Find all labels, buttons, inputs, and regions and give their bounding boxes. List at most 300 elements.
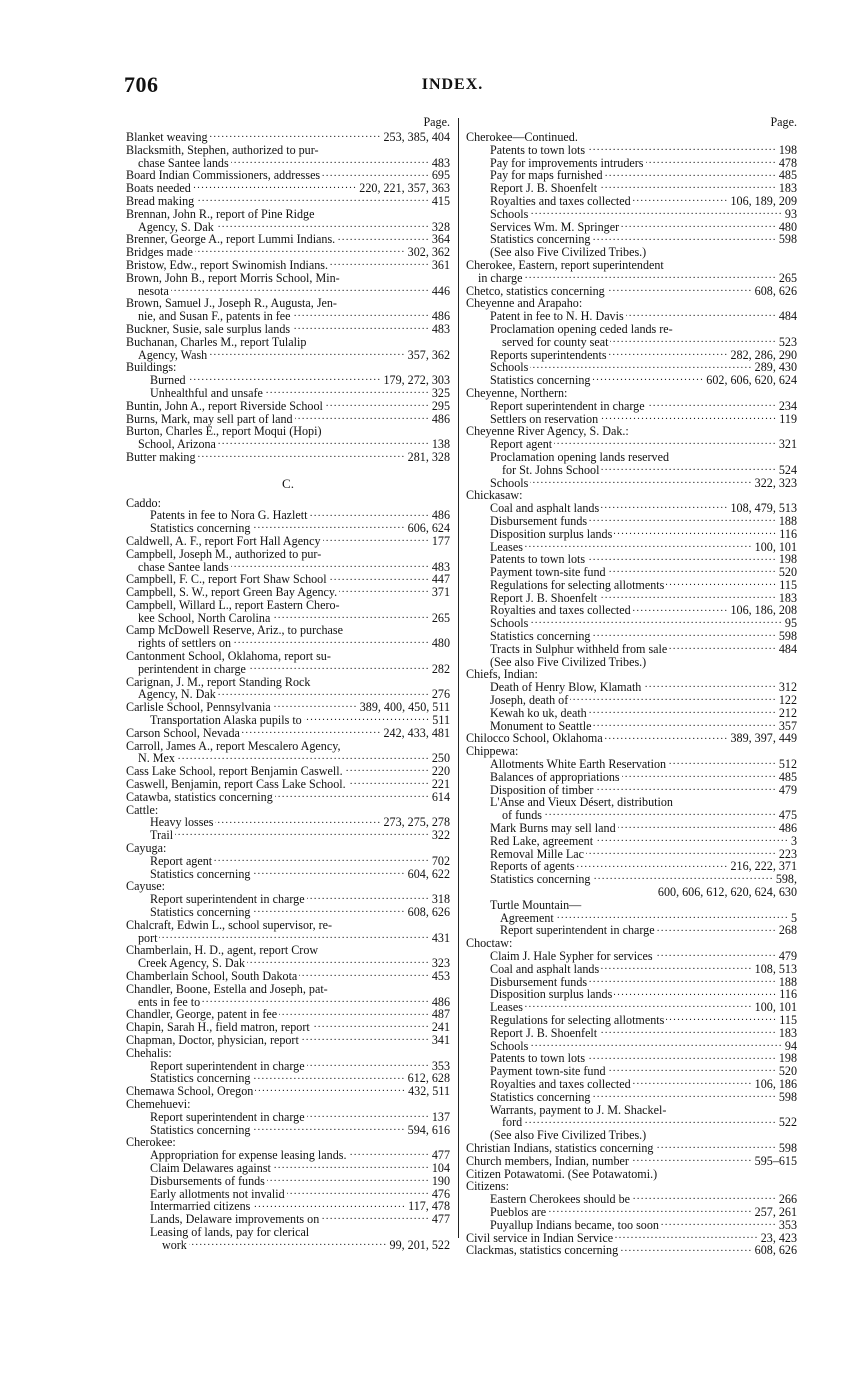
dot-leader [609, 349, 729, 359]
entry-text: Royalties and taxes collected [490, 193, 631, 208]
entry-text: Butter making [126, 449, 196, 464]
dot-leader [322, 169, 430, 179]
entry-text: Report J. B. Shoenfelt [490, 1025, 598, 1040]
entry-text: chase Santee lands [138, 559, 229, 574]
index-entry [466, 259, 797, 285]
dot-leader [530, 361, 752, 371]
index-entry [126, 714, 450, 727]
dot-leader [175, 829, 430, 839]
index-entry [126, 919, 450, 945]
index-entry [466, 566, 797, 579]
entry-text: Report superintendent in charge [150, 1109, 305, 1124]
dot-leader [325, 400, 430, 410]
dot-leader [209, 349, 405, 359]
entry-text: for St. Johns School [502, 462, 600, 477]
entry-text: Schools [490, 475, 529, 490]
page-references: 220, 221, 357, 363 [359, 181, 450, 196]
dot-leader [267, 1175, 430, 1185]
index-entry [466, 1155, 797, 1168]
index-column-right [466, 116, 797, 1257]
dot-leader [530, 617, 783, 627]
dot-leader [171, 285, 430, 295]
index-entry [126, 868, 450, 881]
index-entry [126, 944, 450, 970]
index-entry [126, 208, 450, 234]
entry-text: Pueblos are [490, 1204, 547, 1219]
dot-leader [556, 912, 789, 922]
page-references: 117, 478 [408, 1199, 450, 1214]
dot-leader [214, 855, 430, 865]
index-entry [466, 1142, 797, 1155]
entry-text: Burned [150, 373, 186, 388]
page-references: 341 [431, 1032, 450, 1047]
page-references: 108, 479, 513 [730, 501, 797, 516]
entry-text: Leases [490, 1000, 523, 1015]
entry-text: Patents to town lots [490, 142, 586, 157]
dot-leader [329, 573, 430, 583]
page-title: INDEX. [421, 76, 484, 93]
dot-leader [299, 970, 430, 980]
entry-text: Proclamation opening ceded lands re- [490, 321, 673, 336]
page-references: 183 [778, 590, 797, 605]
section-heading: C. [282, 475, 294, 491]
entry-text: Royalties and taxes collected [490, 1076, 631, 1091]
page-references: 476 [431, 1186, 450, 1201]
entry-text: Camp McDowell Reserve, Ariz., to purchase [126, 623, 343, 638]
dot-leader [273, 1162, 430, 1172]
index-entry [126, 195, 450, 208]
entry-text: Appropriation for expense leasing lands. [150, 1148, 347, 1163]
dot-leader [607, 285, 753, 295]
dot-leader [242, 727, 382, 737]
page-references: 431 [431, 930, 450, 945]
page-references: 361 [431, 257, 450, 272]
entry-text: Pay for improvements intruders [490, 155, 644, 170]
index-entry [126, 1226, 450, 1252]
page-references: 484 [778, 641, 797, 656]
index-entry [126, 297, 450, 323]
entry-text: Disbursement funds [490, 513, 588, 528]
page-references: 100, 101 [754, 539, 797, 554]
page-references: 446 [431, 283, 450, 298]
dot-leader [215, 816, 381, 826]
entry-text: Chapman, Doctor, physician, report [126, 1032, 299, 1047]
dot-leader [626, 310, 777, 320]
page-references: 242, 433, 481 [383, 725, 450, 740]
index-entry [466, 822, 797, 835]
index-entry [126, 272, 450, 298]
page-references: 523 [778, 334, 797, 349]
entry-text: Pay for maps furnished [490, 168, 603, 183]
column-divider [458, 118, 459, 1238]
index-entry [126, 586, 450, 599]
entry-text: Chehalis: [126, 1045, 172, 1060]
page-references: 364 [431, 232, 450, 247]
page-references: 190 [431, 1173, 450, 1188]
page-references: 302, 362 [407, 245, 450, 260]
entry-text: Chiefs, Indian: [466, 667, 538, 682]
dot-leader [592, 1091, 776, 1101]
entry-text: Cass Lake School, report Benjamin Caswell. [126, 764, 343, 779]
page-references: 486 [431, 411, 450, 426]
entry-text: Lands, Delaware improvements on [150, 1212, 320, 1227]
entry-text: Removal Mille Lac [490, 846, 585, 861]
page-references: 614 [431, 789, 450, 804]
page-references: 198 [778, 142, 797, 157]
page-references: 116 [779, 526, 797, 541]
page-references: 116 [779, 987, 797, 1002]
entry-text: Burton, Charles E., report Moqui (Hopi) [126, 424, 322, 439]
page-references: 598 [778, 232, 797, 247]
dot-leader [275, 791, 430, 801]
dot-leader [177, 752, 430, 762]
page-references: 447 [431, 572, 450, 587]
entry-text: Statistics concerning [490, 232, 591, 247]
entry-text: (See also Five Civilized Tribes.) [490, 654, 647, 669]
index-entry [126, 144, 450, 170]
index-entry [126, 522, 450, 535]
entry-text: Regulations for selecting allotments [490, 1012, 665, 1027]
page-references: 485 [778, 168, 797, 183]
page-references: 281, 328 [407, 449, 450, 464]
entry-text: Citizens: [466, 1179, 509, 1194]
entry-text: Unhealthful and unsafe [150, 385, 263, 400]
dot-leader [301, 1034, 430, 1044]
dot-leader [633, 1078, 753, 1088]
index-entry [126, 259, 450, 272]
index-entry [126, 400, 450, 413]
dot-leader [655, 1142, 776, 1152]
index-entry [126, 336, 450, 362]
page-references: 478 [778, 155, 797, 170]
index-entry [126, 425, 450, 451]
page-references: 122 [778, 693, 797, 708]
page-references: 480 [778, 219, 797, 234]
page-references: 477 [431, 1212, 450, 1227]
page-references: 212 [778, 705, 797, 720]
entry-text: Proclamation opening lands reserved [490, 449, 670, 464]
entry-text: nesota [138, 283, 169, 298]
index-entry [126, 842, 450, 855]
page-references: 325 [431, 385, 450, 400]
page-references: 485 [778, 769, 797, 784]
entry-text: Campbell, Willard L., report Eastern Chero- [126, 597, 340, 612]
entry-text: Transportation Alaska pupils to [150, 713, 302, 728]
page-references: 268 [778, 923, 797, 938]
entry-text: Brown, Samuel J., Joseph R., Augusta, Jen- [126, 296, 337, 311]
entry-text: Board Indian Commissioners, addresses [126, 168, 321, 183]
entry-text: Cheyenne River Agency, S. Dak.: [466, 424, 629, 439]
dot-leader [255, 1085, 406, 1095]
entry-text: Caldwell, A. F., report Fort Hall Agency [126, 533, 321, 548]
dot-leader [345, 765, 430, 775]
entry-text: Cheyenne, Northern: [466, 385, 568, 400]
entry-text: Disbursement funds [490, 974, 588, 989]
page-references: 453 [431, 969, 450, 983]
dot-leader [669, 643, 777, 653]
page-references: 99, 201, 522 [389, 1237, 450, 1252]
entry-text: Campbell, S. W., report Green Bay Agency. [126, 585, 338, 600]
entry-text: rights of settlers on [138, 636, 232, 651]
dot-leader [593, 720, 776, 730]
dot-leader [295, 413, 430, 423]
page-references: 295 [431, 398, 450, 413]
entry-text: Report agent [150, 853, 213, 868]
dot-leader [307, 1060, 430, 1070]
dot-leader [252, 1072, 405, 1082]
entry-text: Cayuse: [126, 879, 165, 894]
page-references: 289, 430 [754, 360, 797, 375]
page-references: 322 [431, 828, 450, 843]
page-references: 357, 362 [407, 347, 450, 362]
index-entry [126, 535, 450, 548]
entry-text: Schools [490, 616, 529, 631]
dot-leader [247, 957, 430, 967]
entry-text: Agency, S. Dak [138, 219, 214, 234]
index-entry [466, 400, 797, 413]
page-references: 276 [431, 687, 450, 702]
entry-text: Report J. B. Shoenfelt [490, 181, 598, 196]
dot-leader [587, 1052, 777, 1062]
page-references: 353 [431, 1058, 450, 1073]
entry-text: of funds [502, 808, 542, 823]
page-references: 95 [784, 616, 797, 631]
entry-text: Creek Agency, S. Dak [138, 956, 246, 971]
index-entry [126, 906, 450, 919]
page-references: 265 [778, 270, 797, 285]
dot-leader [592, 233, 776, 243]
entry-text: Christian Indians, statistics concerning [466, 1140, 654, 1155]
page-references: 598 [778, 629, 797, 644]
page-references: 119 [779, 411, 797, 426]
index-entry [466, 131, 797, 144]
index-entry [466, 950, 797, 963]
page-references: 524 [778, 462, 797, 477]
dot-leader [666, 1014, 777, 1024]
entry-text: Intermarried citizens [150, 1199, 251, 1214]
page-references: 371 [431, 585, 450, 600]
dot-leader [599, 182, 777, 192]
page-references: 321 [778, 437, 797, 452]
page-references: 115 [779, 577, 797, 592]
dot-leader [189, 1239, 388, 1249]
page-references: 198 [778, 552, 797, 567]
dot-leader [631, 1155, 753, 1165]
dot-leader [216, 221, 430, 231]
entry-text: Joseph, death of [490, 693, 569, 708]
index-entry [126, 1175, 450, 1188]
index-entry [466, 643, 797, 656]
entry-text: Bread making [126, 193, 195, 208]
page-references: 220 [431, 764, 450, 779]
index-entry [466, 796, 797, 822]
entry-text: Reports of agents [490, 859, 575, 874]
index-entry [126, 650, 450, 676]
page-references: 520 [778, 1064, 797, 1079]
page-references: 483 [431, 155, 450, 170]
entry-text: Statistics concerning [150, 905, 251, 920]
page-references: 389, 397, 449 [730, 731, 797, 746]
page-references: 353 [778, 1217, 797, 1232]
entry-text: Royalties and taxes collected [490, 603, 631, 618]
index-entry [126, 983, 450, 1009]
index-entry [126, 676, 450, 702]
index-entry [126, 740, 450, 766]
page-references: 257, 261 [754, 1204, 797, 1219]
index-entry [126, 323, 450, 336]
entry-text: Claim Delawares against [150, 1160, 271, 1175]
entry-text: Payment town-site fund [490, 1064, 606, 1079]
page-references: 241 [431, 1020, 450, 1035]
page-references: 106, 189, 209 [730, 193, 797, 208]
dot-leader [633, 195, 729, 205]
page-references: 179, 272, 303 [383, 373, 450, 388]
dot-leader [307, 893, 430, 903]
page-references: 323 [431, 956, 450, 971]
entry-text: Trail [150, 828, 174, 843]
entry-text: Patents to town lots [490, 1051, 586, 1066]
entry-text: Bristow, Edw., report Swinomish Indians. [126, 257, 328, 272]
page-references: 520 [778, 565, 797, 580]
entry-text: Balances of appropriations [490, 769, 620, 784]
entry-text: Disbursements of funds [150, 1173, 265, 1188]
page-references: 266 [778, 1192, 797, 1207]
page-references: 389, 400, 450, 511 [359, 700, 450, 715]
page-references: 183 [778, 181, 797, 196]
index-entry [466, 1244, 797, 1257]
entry-text: Coal and asphalt lands [490, 961, 600, 976]
index-entry [466, 1027, 797, 1040]
entry-text: ford [502, 1115, 523, 1130]
page-references: 598, [775, 872, 797, 887]
dot-leader [323, 535, 430, 545]
index-entry [466, 502, 797, 515]
index-entry [126, 451, 450, 464]
dot-leader [570, 694, 777, 704]
index-entry [126, 131, 450, 144]
index-entry [126, 548, 450, 574]
dot-leader [337, 233, 430, 243]
entry-text: (See also Five Civilized Tribes.) [490, 245, 647, 260]
dot-leader [188, 374, 382, 384]
page-references: 479 [778, 782, 797, 797]
entry-text: Death of Henry Blow, Klamath [490, 680, 642, 695]
page-references: 415 [431, 193, 450, 208]
entry-text: Boats needed [126, 181, 191, 196]
page-references: 357 [778, 718, 797, 733]
entry-text: Mark Burns may sell land [490, 821, 616, 836]
index-entry [126, 387, 450, 400]
dot-leader [595, 835, 789, 845]
entry-text: Regulations for selecting allotments [490, 577, 665, 592]
dot-leader [252, 906, 405, 916]
dot-leader [589, 515, 777, 525]
entry-text: 600, 606, 612, 620, 624, 630 [657, 885, 797, 900]
page-references: 188 [778, 974, 797, 989]
index-entry [466, 835, 797, 848]
dot-leader [233, 637, 430, 647]
dot-leader [524, 1116, 777, 1126]
entry-text: School, Arizona [138, 437, 216, 452]
entry-text: Report superintendent in charge [490, 398, 645, 413]
entry-text: Leases [490, 539, 523, 554]
dot-leader [595, 784, 776, 794]
dot-leader [614, 988, 777, 998]
index-entry [466, 1091, 797, 1104]
entry-text: Patent in fee to N. H. Davis [490, 309, 624, 324]
entry-text: Burns, Mark, may sell part of land [126, 411, 293, 426]
dot-leader [525, 541, 753, 551]
entry-text: Chemawa School, Oregon [126, 1084, 254, 1099]
dot-leader [601, 963, 753, 973]
dot-leader [666, 579, 777, 589]
entry-text: Blacksmith, Stephen, authorized to pur- [126, 142, 319, 157]
index-entry [126, 970, 450, 983]
page-references: 188 [778, 513, 797, 528]
entry-text: Services Wm. M. Springer [490, 219, 620, 234]
page-references: 608, 626 [754, 1243, 797, 1258]
entry-text: Report superintendent in charge [150, 1058, 305, 1073]
dot-leader [293, 310, 430, 320]
index-entry [466, 323, 797, 349]
entry-text: Schools [490, 206, 529, 221]
page-references: 94 [784, 1038, 797, 1053]
page-references: 234 [778, 398, 797, 413]
entry-text: (See also Five Civilized Tribes.) [490, 1128, 647, 1143]
entry-text: Coal and asphalt lands [490, 501, 600, 516]
entry-text: Blanket weaving [126, 130, 208, 144]
page-references: 594, 616 [407, 1122, 450, 1137]
dot-leader [587, 144, 777, 154]
page-references: 522 [778, 1115, 797, 1130]
entry-text: served for county seat [502, 334, 609, 349]
page-references: 477 [431, 1148, 450, 1163]
dot-leader [615, 1232, 759, 1242]
dot-leader [218, 688, 430, 698]
page-references: 100, 101 [754, 1000, 797, 1015]
page-references: 512 [778, 757, 797, 772]
dot-leader [252, 1200, 406, 1210]
page-references: 177 [431, 533, 450, 548]
dot-leader [321, 1213, 430, 1223]
page-references: 221 [431, 777, 450, 792]
entry-text: Chippewa: [466, 744, 519, 759]
index-entry [126, 727, 450, 740]
dot-leader [248, 663, 430, 673]
page-references: 695 [431, 168, 450, 183]
dot-leader [307, 1111, 430, 1121]
entry-text: Catawba, statistics concerning [126, 789, 273, 804]
entry-text: Chickasaw: [466, 488, 523, 503]
entry-text: Brown, John B., report Morris School, Min- [126, 270, 340, 285]
index-entry [466, 1104, 797, 1130]
index-entry [466, 387, 797, 400]
dot-leader [621, 221, 777, 231]
dot-leader [231, 561, 430, 571]
page-references: 483 [431, 321, 450, 336]
index-entry [466, 694, 797, 707]
page-references: 282 [431, 661, 450, 676]
index-entry [466, 963, 797, 976]
dot-leader [587, 553, 777, 563]
page-references: 5 [790, 910, 797, 925]
dot-leader [292, 323, 430, 333]
page-references: 486 [431, 508, 450, 523]
dot-leader [599, 592, 777, 602]
entry-text: Tracts in Sulphur withheld from sale [490, 641, 668, 656]
page-references: 486 [431, 309, 450, 324]
entry-text: Disposition of timber [490, 782, 594, 797]
